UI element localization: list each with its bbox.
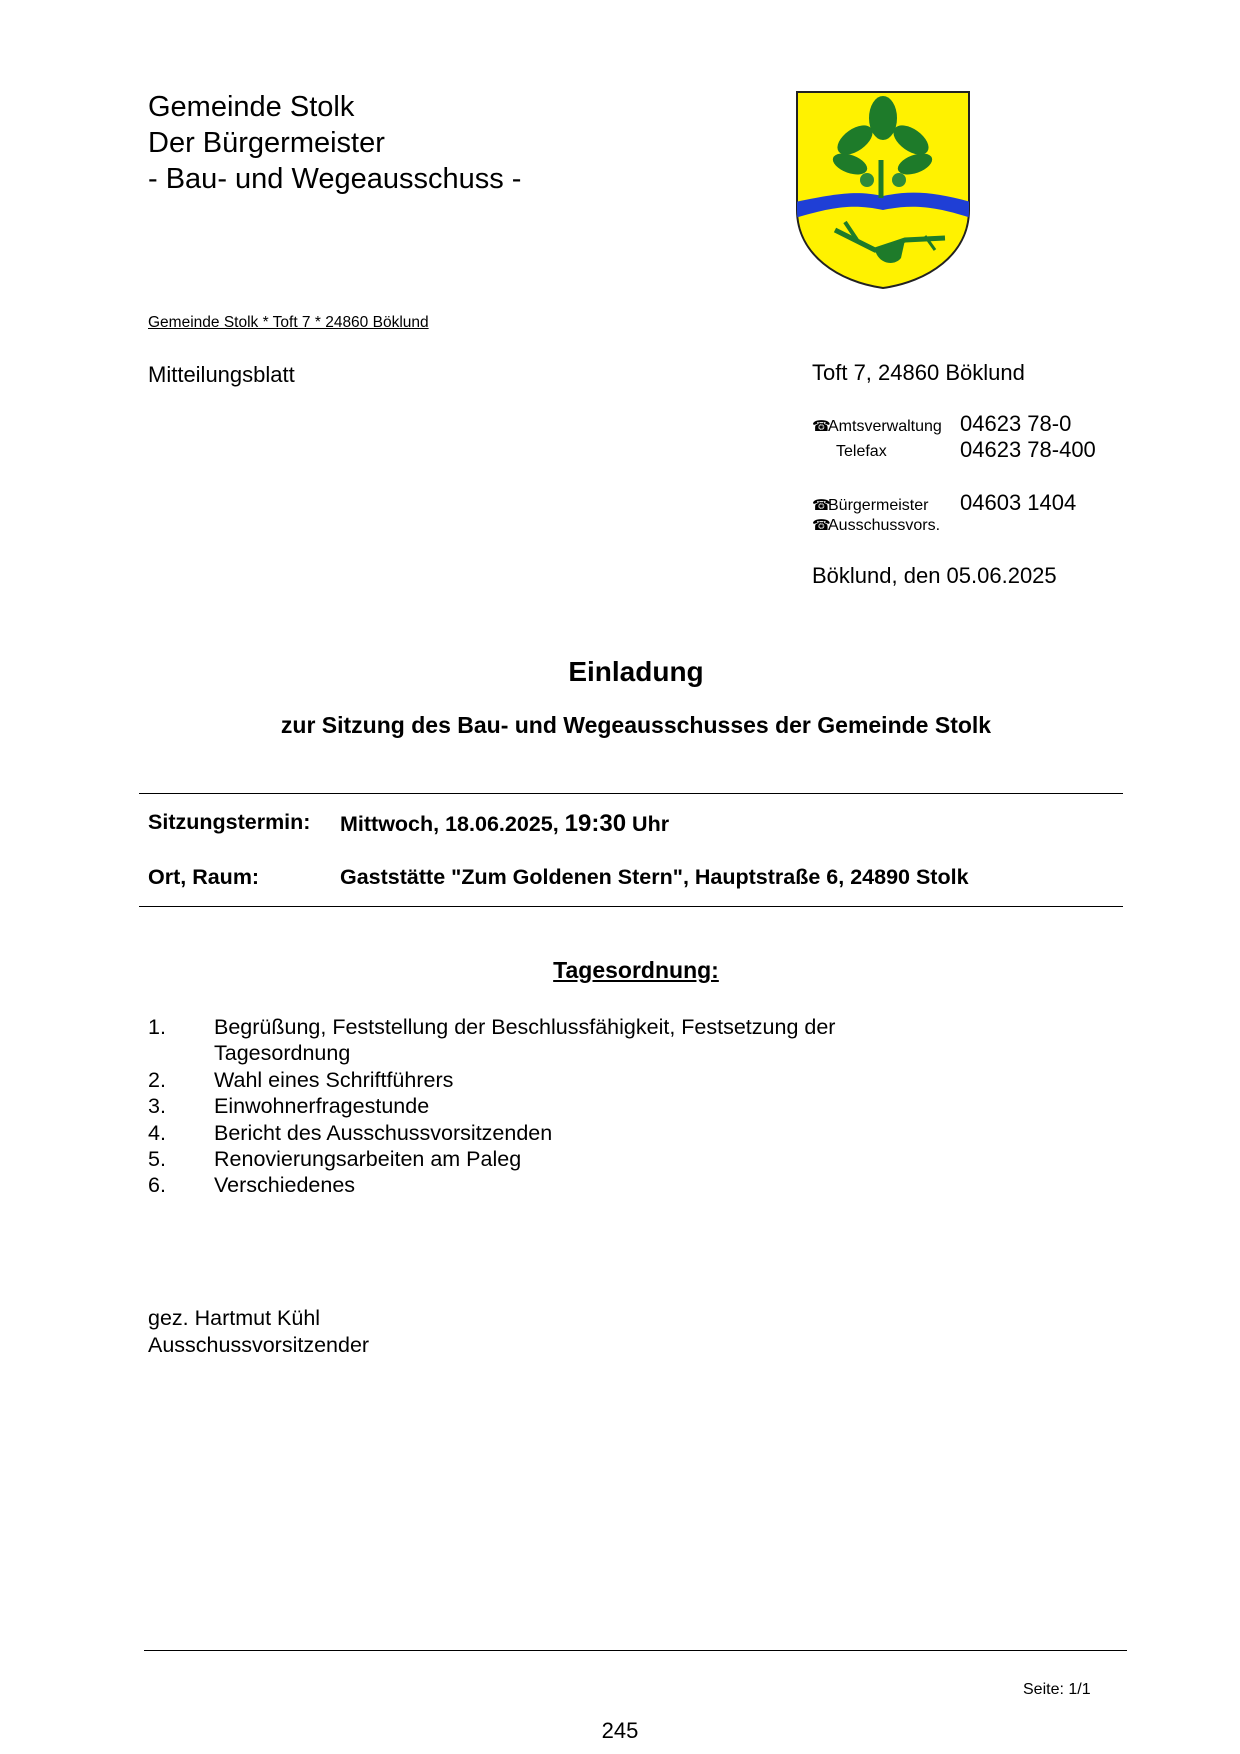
document-type: Mitteilungsblatt bbox=[148, 362, 295, 387]
meeting-date-value bbox=[340, 810, 669, 838]
signature-block bbox=[148, 1305, 369, 1358]
agenda-number: 3. bbox=[148, 1094, 166, 1119]
contact-label-text: Ausschussvors. bbox=[828, 517, 941, 534]
list-item bbox=[148, 1146, 914, 1172]
meeting-time: 19:30 bbox=[564, 810, 627, 837]
contact-label-text: Bürgermeister bbox=[828, 497, 929, 514]
meeting-location-label: Ort, Raum: bbox=[148, 865, 260, 889]
agenda-text: Wahl eines Schriftführers bbox=[214, 1067, 454, 1092]
agenda-number: 2. bbox=[148, 1067, 166, 1092]
list-item bbox=[148, 1120, 914, 1146]
date-line: Böklund, den 05.06.2025 bbox=[812, 563, 1057, 588]
agenda-number: 1. bbox=[148, 1015, 166, 1039]
contact-amtsverwaltung-label bbox=[812, 417, 942, 436]
header-mayor: Der Bürgermeister bbox=[148, 127, 385, 159]
contact-telefax-label: Telefax bbox=[836, 443, 887, 460]
agenda-number: 4. bbox=[148, 1120, 166, 1145]
telephone-icon: ☎ bbox=[812, 418, 831, 435]
contact-telefax-value: 04623 78-400 bbox=[960, 437, 1096, 462]
agenda-text: Begrüßung, Feststellung der Beschlussfähigkeit, Festsetzung der Tagesordnung bbox=[214, 1015, 836, 1066]
office-address: Toft 7, 24860 Böklund bbox=[812, 360, 1025, 385]
list-item bbox=[148, 1172, 914, 1198]
signature-name: gez. Hartmut Kühl bbox=[148, 1306, 321, 1330]
contact-committee-chair-label bbox=[812, 516, 940, 535]
telephone-icon: ☎ bbox=[812, 497, 831, 514]
list-item bbox=[148, 1014, 914, 1067]
agenda-list bbox=[148, 1014, 914, 1199]
divider-top bbox=[139, 793, 1123, 794]
meeting-date-label: Sitzungstermin: bbox=[148, 810, 311, 834]
meeting-location-value: Gaststätte "Zum Goldenen Stern", Hauptstraße 6, 24890 Stolk bbox=[340, 865, 969, 889]
meeting-time-unit: Uhr bbox=[632, 812, 670, 836]
agenda-number: 6. bbox=[148, 1173, 166, 1198]
header-municipality: Gemeinde Stolk bbox=[148, 91, 355, 123]
document-subtitle: zur Sitzung des Bau- und Wegeausschusses der Gemeinde Stolk bbox=[280, 712, 992, 738]
contact-mayor-value: 04603 1404 bbox=[960, 490, 1077, 515]
meeting-date: Mittwoch, 18.06.2025, bbox=[340, 812, 559, 836]
page-indicator: Seite: 1/1 bbox=[1023, 1681, 1091, 1698]
coat-of-arms-icon bbox=[795, 90, 971, 290]
contact-label-text: Amtsverwaltung bbox=[828, 418, 942, 435]
list-item bbox=[148, 1067, 914, 1093]
agenda-number: 5. bbox=[148, 1147, 166, 1172]
footer-divider bbox=[144, 1650, 1127, 1651]
contact-amtsverwaltung-value: 04623 78-0 bbox=[960, 411, 1072, 436]
page-number: 245 bbox=[601, 1718, 639, 1743]
divider-bottom bbox=[139, 906, 1123, 907]
agenda-text: Bericht des Ausschussvorsitzenden bbox=[214, 1120, 553, 1145]
signature-role: Ausschussvorsitzender bbox=[148, 1332, 370, 1357]
contact-mayor-label bbox=[812, 496, 928, 515]
telephone-icon: ☎ bbox=[812, 517, 831, 534]
header-committee: - Bau- und Wegeausschuss - bbox=[148, 163, 522, 195]
sender-address-line: Gemeinde Stolk * Toft 7 * 24860 Böklund bbox=[148, 314, 429, 331]
agenda-text: Verschiedenes bbox=[214, 1173, 356, 1198]
agenda-text: Einwohnerfragestunde bbox=[214, 1094, 430, 1119]
document-title: Einladung bbox=[568, 656, 704, 687]
agenda-text: Renovierungsarbeiten am Paleg bbox=[214, 1147, 522, 1172]
list-item bbox=[148, 1093, 914, 1119]
agenda-heading: Tagesordnung: bbox=[553, 957, 719, 983]
